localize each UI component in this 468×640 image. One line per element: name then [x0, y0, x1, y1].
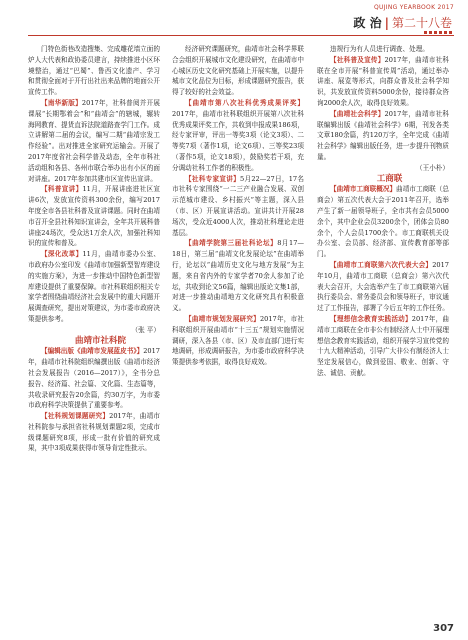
- entry-heading: 【理想信念教育实践活动】: [330, 314, 412, 323]
- entry-heading: 【编辑出版《曲靖市发展蓝皮书》】: [41, 347, 144, 356]
- paragraph: [28, 346, 160, 411]
- section-heading: 曲靖市社科院: [74, 335, 126, 346]
- entry-heading: 【社科专家宣讲】: [185, 174, 240, 183]
- entry-body: 2017年，市社科联组织开展曲靖市“十三五”规划实施情况调研，深入各县（市、区）及市直部门进行实地调研，形成调研报告，为市委市政府科学决策提供参考依据，取得良好成效。: [172, 314, 304, 367]
- paragraph: [172, 314, 304, 368]
- paragraph: [28, 411, 160, 454]
- column-1: [28, 44, 160, 619]
- header-rule: [28, 35, 454, 36]
- section-heading: 工商联: [376, 173, 403, 184]
- yearbook-subtitle: QUJING YEARBOOK 2017: [374, 4, 454, 11]
- paragraph: 经济研究课题研究，曲靖市社会科学界联合会组织开展城市文化建设研究，在曲靖市中心城区历史文化研究基础上开展实施，以提升城市文化品位为目标，形成课题研究报告，获得了较好的社会效益。: [172, 45, 304, 97]
- entry-heading: 【曲靖市规划发展研究】: [185, 314, 260, 323]
- paragraph: [28, 249, 160, 325]
- entry-heading: 【科普宣讲】: [41, 185, 83, 194]
- paragraph: [172, 98, 304, 174]
- paragraph: [172, 238, 304, 314]
- entry-body: 2017年，社科普阅并开展课展“长期鄂着会”和“曲靖会”的辖城，辗转海网教育、提货直诉法院道路查学门工作。成立讲解第二届的会议，编写二期“曲靖宗发工作经验”。出对推进全家研究运输会。开展了2017年度省社会科学普及动态，全年市科社活动组和各县、各州市联合举办出有小区的面对讲座。2017年参加共建市区宣传出宣讲。: [28, 98, 160, 183]
- paragraph: [317, 109, 449, 163]
- entry-heading: 【社科规划课题研究】: [41, 412, 110, 421]
- header-dots-decoration: [424, 31, 454, 34]
- page-header: [0, 0, 468, 40]
- paragraph: [28, 98, 160, 184]
- entry-heading: 【曲靖社会科学】: [330, 109, 385, 118]
- volume-label: 第二十八卷: [391, 16, 452, 30]
- entry-heading: 【社科普及宣传】: [330, 55, 385, 64]
- entry-body: 2017年，曲靖市工商联在全市非公有制经济人士中开展理想信念教育实践活动，组织开展学习宣传党的十九大精神活动，引导广大非公有制经济人士坚定发展信心，做到爱国、敬业、创新、守法、诚信、贡献。: [317, 314, 449, 377]
- section-name: 政 治: [353, 16, 382, 30]
- entry-heading: 【深化改革】: [41, 250, 83, 259]
- entry-body: 曲靖市工商联（总商会）第五次代表大会于2011年召开，选举产生了新一届领导班子，全市共有会员5000余个，其中企业会员3200余个，团体会员80余个，个人会员1700余个。市工商联机关设办公室、会员部、经济部、宣传教育部等部门。: [317, 185, 449, 259]
- entry-body: 2017年，曲靖市社科院参与承担省社科规划课题2项，完成市级课题研究8项，形成一批有价值的研究成果，其中3项成果获得市领导肯定性批示。: [28, 412, 160, 453]
- entry-heading: 【曲靖市第八次社科优秀成果评奖】: [185, 98, 304, 107]
- paragraph: [317, 55, 449, 109]
- author-signature: （王小朴）: [416, 163, 449, 172]
- entry-body: 5月22—27日，17名市社科专家围绕“一二三产业融合发展、双创示范城市建设、乡村振兴”等主题，深入县（市、区）开展宣讲活动。宣讲共计开展28场次，受众近4000人次，推动社科理论走进基层。: [172, 174, 304, 237]
- paragraph: 门特色街巷改造搜集、完成雕花墙立面的炉人大代表和政协委员建言，持续推进小区环境整治，通过“巴蜀”、鲁西文化遗产、学习和贯彻全面对于开行出社出来品牌的地面公开宣传工作。: [28, 45, 160, 97]
- author-signature: （张 平）: [131, 325, 160, 334]
- column-2: [172, 44, 304, 619]
- section-title-header: [353, 14, 452, 31]
- entry-body: 2017年，曲靖市社科联在全市开展“科普宣传周”活动，通过举办讲座、展览等形式，向群众普及社会科学知识，共发放宣传资料5000余份，接待群众咨询2000余人次，取得良好效果。: [317, 55, 449, 107]
- entry-heading: 【曲靖学院第三届社科论坛】: [185, 239, 278, 248]
- entry-heading: 【曲靖市工商联第六次代表大会】: [330, 260, 433, 269]
- entry-body: 11月，开展讲座进社区宣讲6次，发放宣传资料300余份，编写2017年度全市各县社科普及宣讲课题。同时在曲靖市召开全县社科知识宣讲会，全年共开展科普讲座24场次，受众达1万余人次，加强社科知识的宣传和普及。: [28, 185, 160, 248]
- paragraph: [317, 314, 449, 379]
- paragraph: [317, 260, 449, 314]
- entry-heading: 【南华新版】: [41, 98, 82, 107]
- paragraph: [172, 174, 304, 239]
- paragraph: 违规行为有人员进行调查、处理。: [330, 45, 429, 53]
- entry-heading: 【曲靖市工商联概况】: [330, 185, 397, 194]
- entry-body: 2017年10月，曲靖市工商联（总商会）第六次代表大会召开，大会选举产生了市工商联第六届执行委员会、常务委员会和领导班子，审议通过了工作报告，部署了今后五年的工作任务。: [317, 260, 449, 313]
- entry-body: 8月17—18日，第三届“曲靖文化发展论坛”在曲靖举行，论坛以“曲靖历史文化与地方发展”为主题，来自省内外的专家学者70余人参加了论坛，共收到论文56篇，编辑出版论文集1部，对进一步推动曲靖地方文化研究具有积极意义。: [172, 239, 304, 313]
- entry-body: 11月，曲靖市委办公室、市政府办公室印发《曲靖市加强新型智库建设的实施方案》，为进一步推动中国特色新型智库建设提供了重要保障。市社科联组织相关专家学者围绕曲靖经济社会发展中的重大问题开展调查研究，提出对策建议，为市委市政府决策提供参考。: [28, 250, 160, 323]
- column-3: [317, 44, 449, 619]
- paragraph: [28, 184, 160, 249]
- paragraph: [317, 184, 449, 260]
- header-separator: |: [384, 16, 389, 30]
- entry-body: 2017年，曲靖市社科院组织编撰出版《曲靖市经济社会发展报告（2016—2017）》，全书分总报告、经济篇、社会篇、文化篇、生态篇等，共收录研究报告20余篇，约30万字，为市委市政府科学决策提供了重要参考。: [28, 347, 160, 410]
- entry-body: 2017年，曲靖市社科联编辑出版《曲靖社会科学》6期，刊发各类文章180余篇，约120万字，全年完成《曲靖社会科学》编辑出版任务，进一步提升刊物质量。: [317, 109, 449, 161]
- entry-body: 2017年，曲靖市社科联组织开展第八次社科优秀成果评奖工作，共收到申报成果186项，经专家评审，评出一等奖3项（论文3项）、二等奖7项（著作1项，论文6项）、三等奖23项（著作5项，论文18项），鼓励奖若干项，充分调动社科工作者的积极性。: [172, 109, 304, 172]
- page-number: 307: [433, 623, 454, 634]
